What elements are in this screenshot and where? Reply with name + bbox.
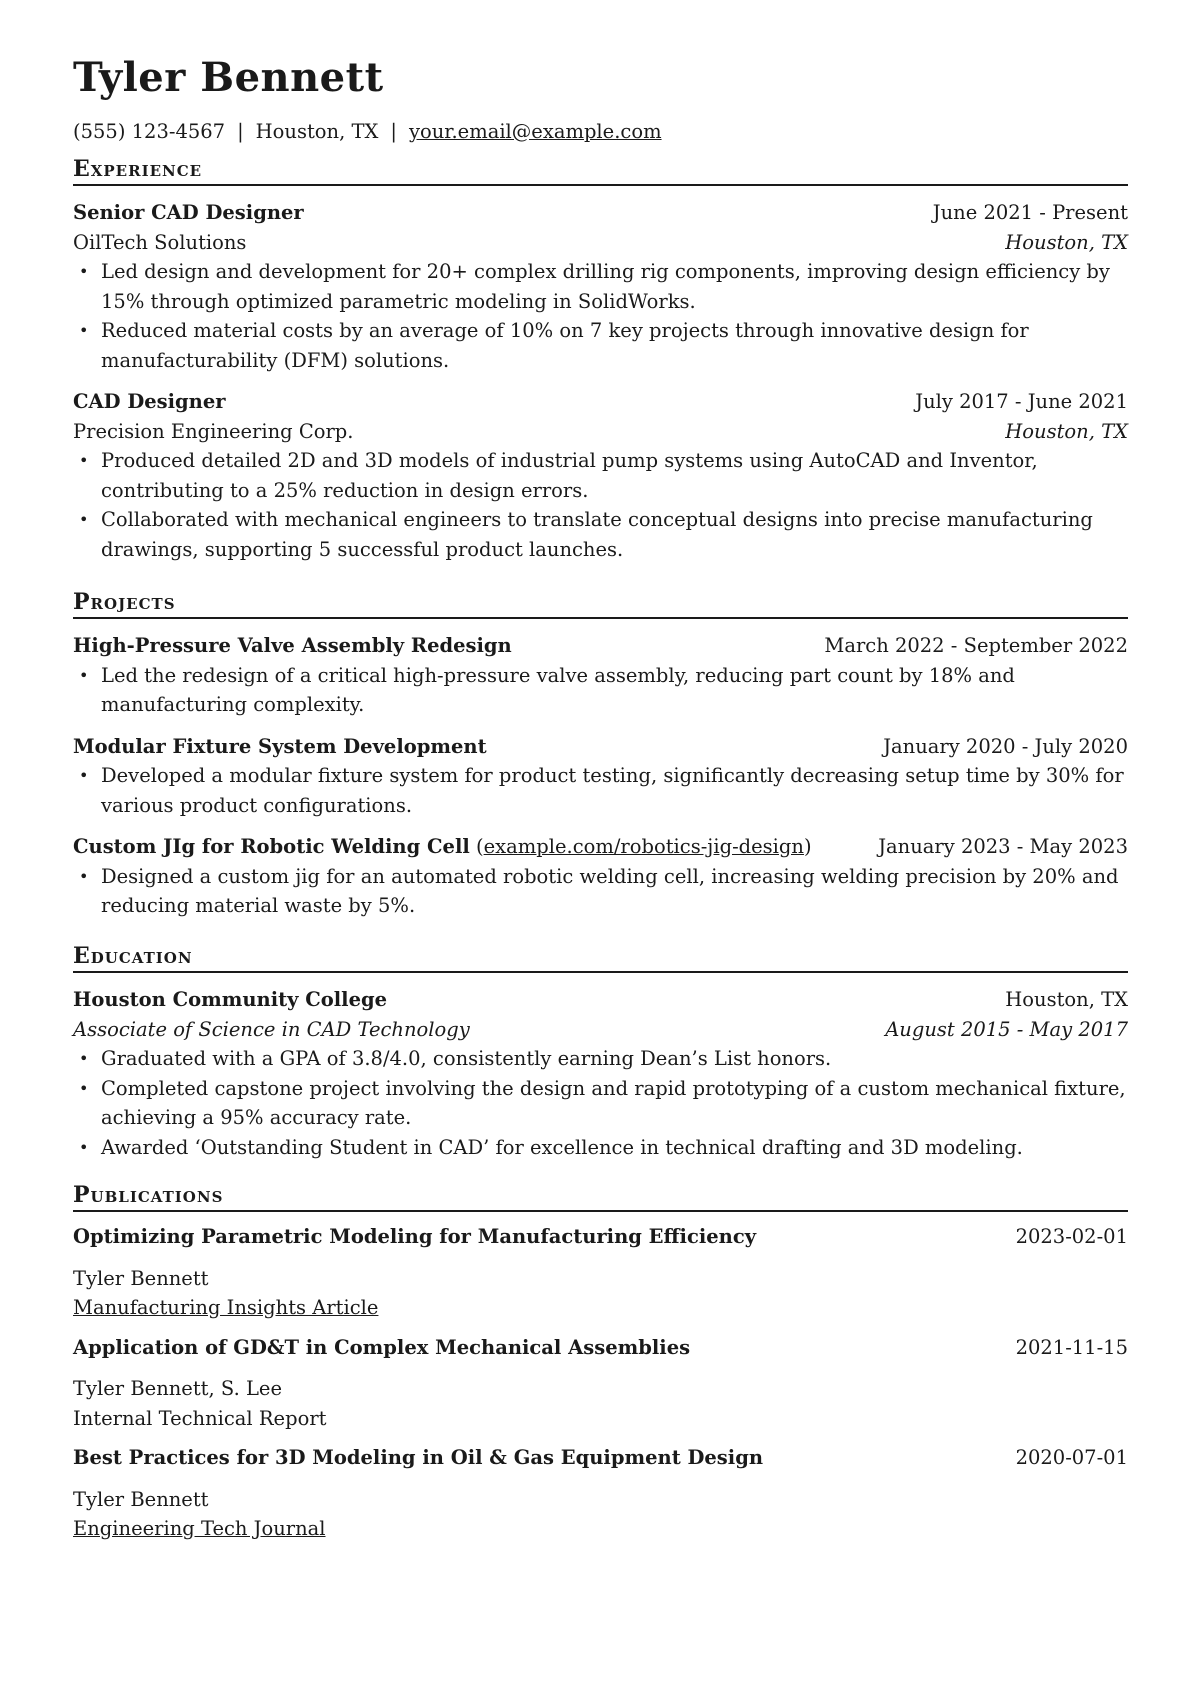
bullet-item: • Completed capstone project involving the design and rapid prototyping of a custom mechanical fixture, achieving a 95% accuracy rate. bbox=[73, 1074, 1128, 1133]
bullet-item: • Designed a custom jig for an automated robotic welding cell, increasing welding precision by 20% and reducing material waste by 5%. bbox=[73, 862, 1128, 921]
bullet-list bbox=[73, 761, 1128, 820]
job-title: CAD Designer bbox=[73, 390, 226, 413]
publication-authors: Tyler Bennett, S. Lee bbox=[73, 1377, 283, 1400]
candidate-name: Tyler Bennett bbox=[73, 54, 384, 101]
publication-entry bbox=[73, 1333, 1128, 1434]
publication-date: 2023-02-01 bbox=[1015, 1225, 1128, 1248]
bullet-list bbox=[73, 862, 1128, 921]
project-name: High-Pressure Valve Assembly Redesign bbox=[73, 634, 512, 657]
education-dates: August 2015 - May 2017 bbox=[885, 1017, 1128, 1041]
bullet-list bbox=[73, 661, 1128, 720]
publication-entry bbox=[73, 1443, 1128, 1544]
job-location: Houston, TX bbox=[1005, 230, 1128, 254]
bullet-item: • Reduced material costs by an average of 10% on 7 key projects through innovative design for manufacturability (DFM) solutions. bbox=[73, 316, 1128, 375]
section-title-education: Education bbox=[73, 943, 193, 969]
project-entry bbox=[73, 631, 1128, 720]
project-entry bbox=[73, 732, 1128, 821]
bullet-item: • Awarded ‘Outstanding Student in CAD’ for excellence in technical drafting and 3D modeling. bbox=[73, 1133, 1128, 1163]
contact-separator: | bbox=[390, 120, 397, 143]
publication-venue-link[interactable]: Engineering Tech Journal bbox=[73, 1517, 326, 1540]
degree-name: Associate of Science in CAD Technology bbox=[73, 1017, 470, 1041]
email-link[interactable]: your.email@example.com bbox=[408, 120, 662, 143]
publications-section bbox=[73, 1184, 1128, 1544]
education-section bbox=[73, 945, 1128, 1162]
publication-authors: Tyler Bennett bbox=[73, 1266, 209, 1290]
bullet-item: • Graduated with a GPA of 3.8/4.0, consistently earning Dean’s List honors. bbox=[73, 1044, 1128, 1074]
section-divider bbox=[73, 617, 1128, 619]
job-dates: July 2017 - June 2021 bbox=[915, 390, 1128, 413]
contact-separator: | bbox=[237, 120, 244, 143]
publication-venue-link[interactable]: Manufacturing Insights Article bbox=[73, 1296, 379, 1319]
publication-entry bbox=[73, 1222, 1128, 1323]
projects-section bbox=[73, 591, 1128, 921]
project-name: Modular Fixture System Development bbox=[73, 734, 487, 758]
bullet-item: • Developed a modular fixture system for product testing, significantly decreasing setup time by 30% for various product configurations. bbox=[73, 761, 1128, 820]
experience-section bbox=[73, 158, 1128, 564]
bullet-item: • Led design and development for 20+ complex drilling rig components, improving design efficiency by 15% through optimized parametric modeling in SolidWorks. bbox=[73, 257, 1128, 316]
school-name: Houston Community College bbox=[73, 988, 388, 1011]
bullet-list bbox=[73, 1044, 1128, 1162]
project-dates: January 2023 - May 2023 bbox=[878, 835, 1128, 858]
section-title-experience: Experience bbox=[73, 156, 203, 182]
publication-venue: Internal Technical Report bbox=[73, 1406, 327, 1430]
experience-entry bbox=[73, 198, 1128, 375]
bullet-item: • Produced detailed 2D and 3D models of industrial pump systems using AutoCAD and Inventor, contributing to a 25% reduction in design errors. bbox=[73, 446, 1128, 505]
company-name: OilTech Solutions bbox=[73, 230, 247, 254]
section-divider bbox=[73, 1210, 1128, 1212]
section-title-projects: Projects bbox=[73, 589, 176, 615]
section-divider bbox=[73, 971, 1128, 973]
job-title: Senior CAD Designer bbox=[73, 201, 304, 224]
bullet-list bbox=[73, 257, 1128, 375]
publication-date: 2020-07-01 bbox=[1015, 1446, 1128, 1469]
experience-entry bbox=[73, 387, 1128, 564]
project-dates: March 2022 - September 2022 bbox=[824, 634, 1128, 657]
project-name: Custom JIg for Robotic Welding Cell bbox=[73, 835, 470, 858]
job-dates: June 2021 - Present bbox=[932, 201, 1128, 224]
project-dates: January 2020 - July 2020 bbox=[883, 734, 1128, 758]
section-divider bbox=[73, 184, 1128, 186]
phone-number: (555) 123-4567 bbox=[73, 120, 226, 143]
publication-title: Optimizing Parametric Modeling for Manufacturing Efficiency bbox=[73, 1225, 757, 1248]
publication-title: Best Practices for 3D Modeling in Oil & Gas Equipment Design bbox=[73, 1446, 764, 1469]
project-entry: Custom JIg for Robotic Welding Cell (example.com/robotics-jig-design) January 2023 - May 2023 • Designed a custom jig for an automated robotic welding cell, increasing welding precision by 20% and reducing material waste by 5%. bbox=[73, 832, 1128, 921]
project-link[interactable]: example.com/robotics-jig-design bbox=[483, 835, 804, 858]
job-location: Houston, TX bbox=[1005, 419, 1128, 443]
bullet-item: • Collaborated with mechanical engineers to translate conceptual designs into precise manufacturing drawings, supporting 5 successful product launches. bbox=[73, 505, 1128, 564]
bullet-list bbox=[73, 446, 1128, 564]
bullet-item: • Led the redesign of a critical high-pressure valve assembly, reducing part count by 18% and manufacturing complexity. bbox=[73, 661, 1128, 720]
publication-title: Application of GD&T in Complex Mechanical Assemblies bbox=[73, 1335, 691, 1359]
school-location: Houston, TX bbox=[1005, 988, 1128, 1011]
publication-date: 2021-11-15 bbox=[1015, 1335, 1128, 1359]
company-name: Precision Engineering Corp. bbox=[73, 419, 354, 443]
education-entry bbox=[73, 985, 1128, 1162]
contact-line bbox=[73, 122, 662, 142]
section-title-publications: Publications bbox=[73, 1182, 224, 1208]
publication-authors: Tyler Bennett bbox=[73, 1487, 209, 1511]
contact-location: Houston, TX bbox=[255, 120, 379, 143]
